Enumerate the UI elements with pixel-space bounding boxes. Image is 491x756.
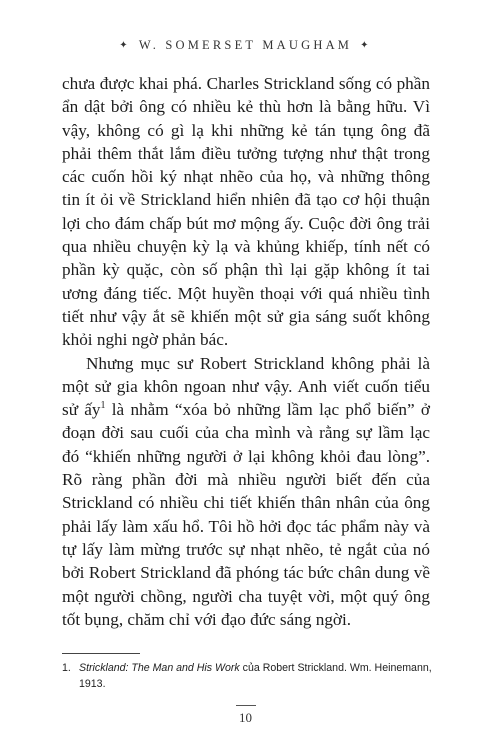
footnote-reference: 1: [100, 400, 106, 412]
running-header: [0, 38, 491, 53]
footnote-book-title: Strickland: The Man and His Work: [79, 662, 240, 674]
paragraph: [62, 352, 430, 632]
paragraph: chưa được khai phá. Charles Strickland sống có phần ẩn dật bởi ông có nhiều kẻ thù hơn là bằng hữu. Vì vậy, không có gì lạ khi những kẻ tán tụng ông đã phải thêm thắt lắm điều tưởng tượng như thật trong các cuốn hồi ký nhạt nhẽo của họ, và những thông tin ít ỏi về Strickland hiển nhiên đã tạo cơ hội thuận lợi cho đám chấp bút mơ mộng ấy. Cuộc đời ông trải qua nhiều chuyện kỳ lạ và khủng khiếp, tính nết có phần kỳ quặc, còn số phận thì lại gặp không ít tai ương đáng tiếc. Một huyền thoại với quá nhiều tình tiết như vậy ắt sẽ khiến một sử gia sáng suốt không khỏi nghi ngờ phản bác.: [62, 74, 430, 350]
footnote-divider: [62, 653, 140, 654]
body-text: [62, 72, 430, 631]
paragraph-text: là nhằm “xóa bỏ những lầm lạc phổ biến” ở đoạn đời sau cuối của cha mình và rằng sự lầm lạc đó “khiến những người ở lại không khỏi đau lòng”. Rõ ràng phần đời mà nhiều người biết đến của Strickland có nhiều chi tiết khiến thân nhân của ông phải lấy làm xấu hổ. Tôi hồ hởi đọc tác phẩm này và tự lấy làm mừng trước sự nhạt nhẽo, tẻ ngắt của nó bởi Robert Strickland đã phóng tác bức chân dung về một người chồng, người cha tuyệt vời, một quý ông tốt bụng, chăm chỉ với đạo đức sáng ngời.: [62, 400, 430, 629]
footnote-year: 1913.: [79, 677, 106, 690]
author-name: W. SOMERSET MAUGHAM: [138, 38, 353, 52]
footnote: [62, 661, 432, 692]
paragraph-text: Nhưng mục sư Robert Strickland không phải là một sử gia khôn ngoan như vậy. Anh viết cuốn tiểu sử ấy: [62, 353, 430, 420]
ornament-star-icon: ✦: [360, 40, 372, 51]
footnote-line: [62, 661, 432, 677]
page-number-rule: [236, 705, 256, 706]
ornament-star-icon: ✦: [119, 40, 131, 51]
page-number: 10: [239, 710, 252, 725]
footnote-citation: của Robert Strickland. Wm. Heinemann,: [239, 662, 432, 674]
footnote-number: 1.: [62, 662, 71, 674]
